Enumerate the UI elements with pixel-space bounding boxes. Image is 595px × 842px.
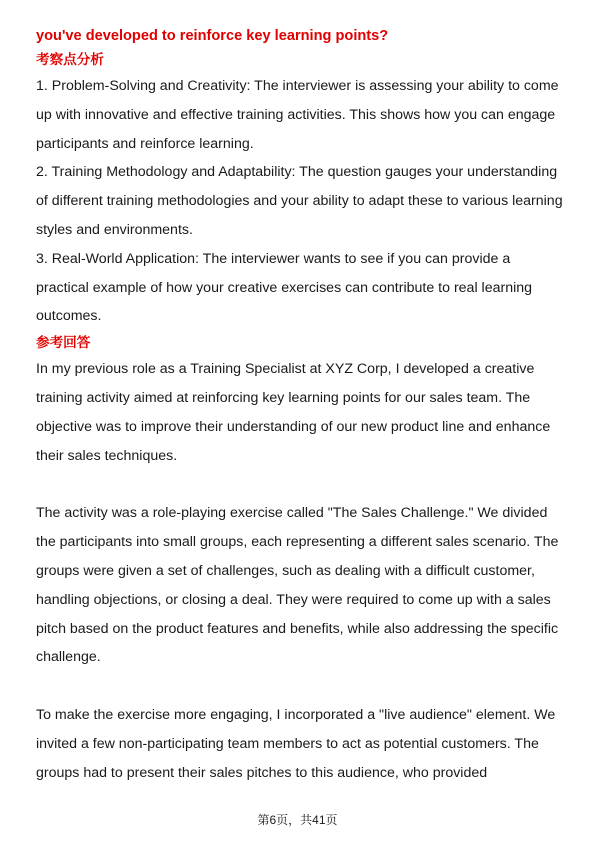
answer-paragraph: The activity was a role-playing exercise called "The Sales Challenge." We divided the participants into small groups, each representing a different sales scenario. The groups were given a set of challenges, such as dealing with a difficult customer, handling objections, or closing a deal. They were required to come up with a sales pitch based on the product features and benefits, while also addressing the specific challenge. xyxy=(36,505,559,666)
analysis-point: 2. Training Methodology and Adaptability: The question gauges your understanding of different training methodologies and your ability to adapt these to various learning styles and environments. xyxy=(36,164,563,238)
page-content xyxy=(36,24,566,788)
answer-paragraph: In my previous role as a Training Specialist at XYZ Corp, I developed a creative training activity aimed at reinforcing key learning points for our sales team. The objective was to improve their understanding of our new product line and enhance their sales techniques. xyxy=(36,361,551,464)
analysis-point: 1. Problem-Solving and Creativity: The interviewer is assessing your ability to come up with innovative and effective training activities. This shows how you can engage participants and reinforce learning. xyxy=(36,78,559,152)
paragraph-spacer xyxy=(36,672,566,701)
analysis-point: 3. Real-World Application: The interviewer wants to see if you can provide a practical example of how your creative exercises can contribute to real learning outcomes. xyxy=(36,250,533,325)
question-text: you've developed to reinforce key learning points? xyxy=(36,28,389,44)
analysis-heading: 考察点分析 xyxy=(36,52,104,67)
page-number: 第6页，共41页 xyxy=(257,813,338,827)
answer-paragraph: To make the exercise more engaging, I incorporated a "live audience" element. We invited a few non-participating team members to act as potential customers. The groups had to present their sales pitches to this audience, who provided xyxy=(36,707,556,781)
paragraph-spacer xyxy=(36,470,566,499)
answer-heading: 参考回答 xyxy=(36,335,91,351)
